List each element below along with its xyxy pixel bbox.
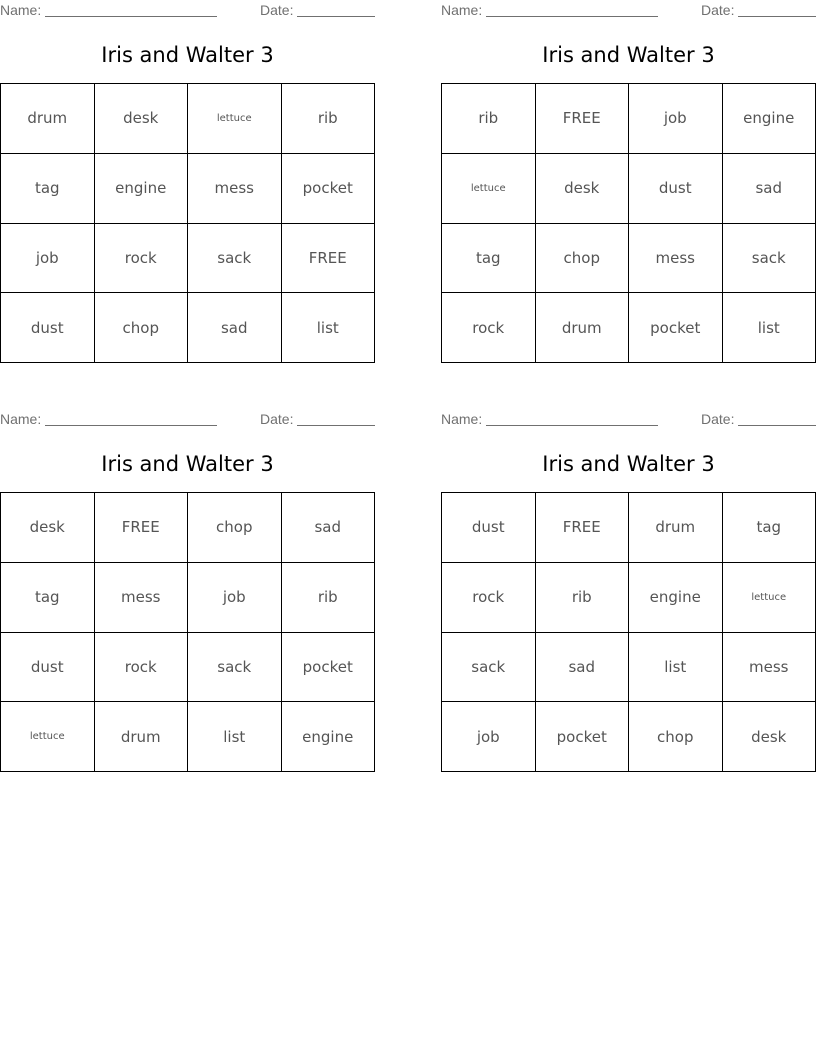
bingo-cell: chop <box>188 493 282 563</box>
bingo-cell: drum <box>629 493 723 563</box>
card-title: Iris and Walter 3 <box>101 452 274 476</box>
bingo-cell: job <box>188 563 282 633</box>
bingo-cell: sad <box>188 293 282 363</box>
bingo-cell: desk <box>95 84 189 154</box>
name-label: Name: <box>0 411 42 427</box>
bingo-cell: pocket <box>536 702 630 772</box>
bingo-cell: tag <box>1 154 95 224</box>
card-header <box>441 2 816 20</box>
card-title: Iris and Walter 3 <box>542 452 715 476</box>
card-header <box>0 411 375 429</box>
bingo-cell: dust <box>442 493 536 563</box>
name-blank-line <box>45 411 217 426</box>
date-label: Date: <box>701 411 735 427</box>
bingo-cell: FREE <box>536 493 630 563</box>
bingo-cell: engine <box>723 84 816 154</box>
bingo-cell: sad <box>723 154 816 224</box>
bingo-cell: sack <box>188 633 282 703</box>
date-blank-line <box>297 2 375 17</box>
bingo-cell: rock <box>442 563 536 633</box>
bingo-cell: sack <box>442 633 536 703</box>
bingo-cell: tag <box>1 563 95 633</box>
date-label: Date: <box>260 411 294 427</box>
card-header <box>441 411 816 429</box>
bingo-cell: drum <box>536 293 630 363</box>
bingo-cell: rib <box>536 563 630 633</box>
bingo-cell: sad <box>536 633 630 703</box>
date-label: Date: <box>260 2 294 18</box>
bingo-cell: dust <box>1 633 95 703</box>
bingo-cell: list <box>723 293 816 363</box>
bingo-grid <box>441 492 816 772</box>
card-title: Iris and Walter 3 <box>542 43 715 67</box>
bingo-cell: lettuce <box>723 563 816 633</box>
bingo-cell: engine <box>282 702 376 772</box>
bingo-cell: dust <box>1 293 95 363</box>
bingo-cell: rock <box>442 293 536 363</box>
bingo-cell: mess <box>629 224 723 294</box>
bingo-cell: rib <box>442 84 536 154</box>
bingo-cell: desk <box>1 493 95 563</box>
bingo-cell: tag <box>442 224 536 294</box>
bingo-cell: lettuce <box>1 702 95 772</box>
card-header <box>0 2 375 20</box>
bingo-card-3 <box>0 409 375 784</box>
date-blank-line <box>738 411 816 426</box>
bingo-cell: chop <box>629 702 723 772</box>
name-label: Name: <box>441 411 483 427</box>
name-blank-line <box>45 2 217 17</box>
bingo-cell: rib <box>282 563 376 633</box>
name-label: Name: <box>0 2 42 18</box>
bingo-cell: FREE <box>536 84 630 154</box>
bingo-cell: engine <box>95 154 189 224</box>
bingo-cell: engine <box>629 563 723 633</box>
bingo-cell: desk <box>723 702 816 772</box>
bingo-cell: chop <box>536 224 630 294</box>
bingo-grid <box>0 83 375 363</box>
date-label: Date: <box>701 2 735 18</box>
bingo-cell: FREE <box>95 493 189 563</box>
bingo-cell: job <box>629 84 723 154</box>
bingo-cell: drum <box>95 702 189 772</box>
bingo-cell: tag <box>723 493 816 563</box>
bingo-cell: desk <box>536 154 630 224</box>
bingo-cell: rock <box>95 633 189 703</box>
bingo-cell: mess <box>723 633 816 703</box>
name-blank-line <box>486 411 658 426</box>
bingo-card-1 <box>0 0 375 375</box>
bingo-cell: job <box>442 702 536 772</box>
bingo-cell: lettuce <box>188 84 282 154</box>
bingo-cell: mess <box>95 563 189 633</box>
date-blank-line <box>738 2 816 17</box>
bingo-cell: pocket <box>282 633 376 703</box>
bingo-cell: dust <box>629 154 723 224</box>
bingo-cell: chop <box>95 293 189 363</box>
bingo-card-2 <box>441 0 816 375</box>
bingo-cell: rock <box>95 224 189 294</box>
date-blank-line <box>297 411 375 426</box>
bingo-cell: sad <box>282 493 376 563</box>
bingo-cell: sack <box>188 224 282 294</box>
name-label: Name: <box>441 2 483 18</box>
bingo-cell: list <box>629 633 723 703</box>
bingo-cell: job <box>1 224 95 294</box>
bingo-cell: pocket <box>282 154 376 224</box>
bingo-cell: drum <box>1 84 95 154</box>
bingo-cell: lettuce <box>442 154 536 224</box>
bingo-cell: sack <box>723 224 816 294</box>
bingo-cell: list <box>282 293 376 363</box>
bingo-cell: rib <box>282 84 376 154</box>
bingo-cell: mess <box>188 154 282 224</box>
bingo-grid <box>441 83 816 363</box>
bingo-cell: pocket <box>629 293 723 363</box>
name-blank-line <box>486 2 658 17</box>
bingo-cell: list <box>188 702 282 772</box>
bingo-card-4 <box>441 409 816 784</box>
bingo-cell: FREE <box>282 224 376 294</box>
card-title: Iris and Walter 3 <box>101 43 274 67</box>
bingo-grid <box>0 492 375 772</box>
